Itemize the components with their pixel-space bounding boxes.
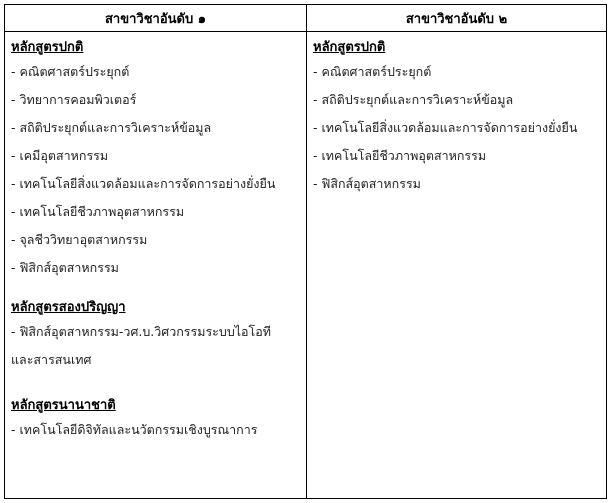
program-choice-table (4, 4, 607, 499)
list-item: - เทคโนโลยีชีวภาพอุตสาหกรรม (313, 148, 487, 163)
list-item: - จุลชีววิทยาอุตสาหกรรม (11, 232, 148, 247)
section-double-degree (11, 298, 300, 374)
section-title: หลักสูตรปกติ (313, 40, 386, 55)
list-item: - คณิตศาสตร์ประยุกต์ (11, 64, 130, 79)
list-item: - สถิติประยุกต์และการวิเคราะห์ข้อมูล (11, 120, 212, 135)
header-rank-2: สาขาวิชาอันดับ ๒ (307, 5, 607, 32)
section-regular-program (11, 38, 300, 282)
list-item: - สถิติประยุกต์และการวิเคราะห์ข้อมูล (313, 92, 514, 107)
section-title: หลักสูตรนานาชาติ (11, 398, 116, 413)
section-international-program (11, 396, 300, 444)
header-row (5, 5, 607, 32)
section-title: หลักสูตรสองปริญญา (11, 300, 126, 315)
section-regular-program (313, 38, 600, 198)
list-item: - วิทยาการคอมพิวเตอร์ (11, 92, 137, 107)
list-item: - เทคโนโลยีดิจิทัลและนวัตกรรมเชิงบูรณาการ (11, 422, 258, 437)
column-rank-2 (307, 32, 607, 499)
list-item: - ฟิสิกส์อุตสาหกรรม (11, 260, 119, 275)
list-item: - เคมีอุตสาหกรรม (11, 148, 109, 163)
list-item: - ฟิสิกส์อุตสาหกรรม (313, 176, 421, 191)
section-title: หลักสูตรปกติ (11, 40, 84, 55)
list-item: - ฟิสิกส์อุตสาหกรรม-วศ.บ.วิศวกรรมระบบไอโอที และสารสนเทศ (11, 324, 272, 367)
header-rank-1: สาขาวิชาอันดับ ๑ (5, 5, 307, 32)
list-item: - เทคโนโลยีชีวภาพอุตสาหกรรม (11, 204, 185, 219)
list-item: - เทคโนโลยีสิ่งแวดล้อมและการจัดการอย่างยั่งยืน (11, 176, 276, 191)
list-item: - คณิตศาสตร์ประยุกต์ (313, 64, 432, 79)
list-item: - เทคโนโลยีสิ่งแวดล้อมและการจัดการอย่างยั่งยืน (313, 120, 578, 135)
column-rank-1 (5, 32, 307, 499)
content-row (5, 32, 607, 499)
